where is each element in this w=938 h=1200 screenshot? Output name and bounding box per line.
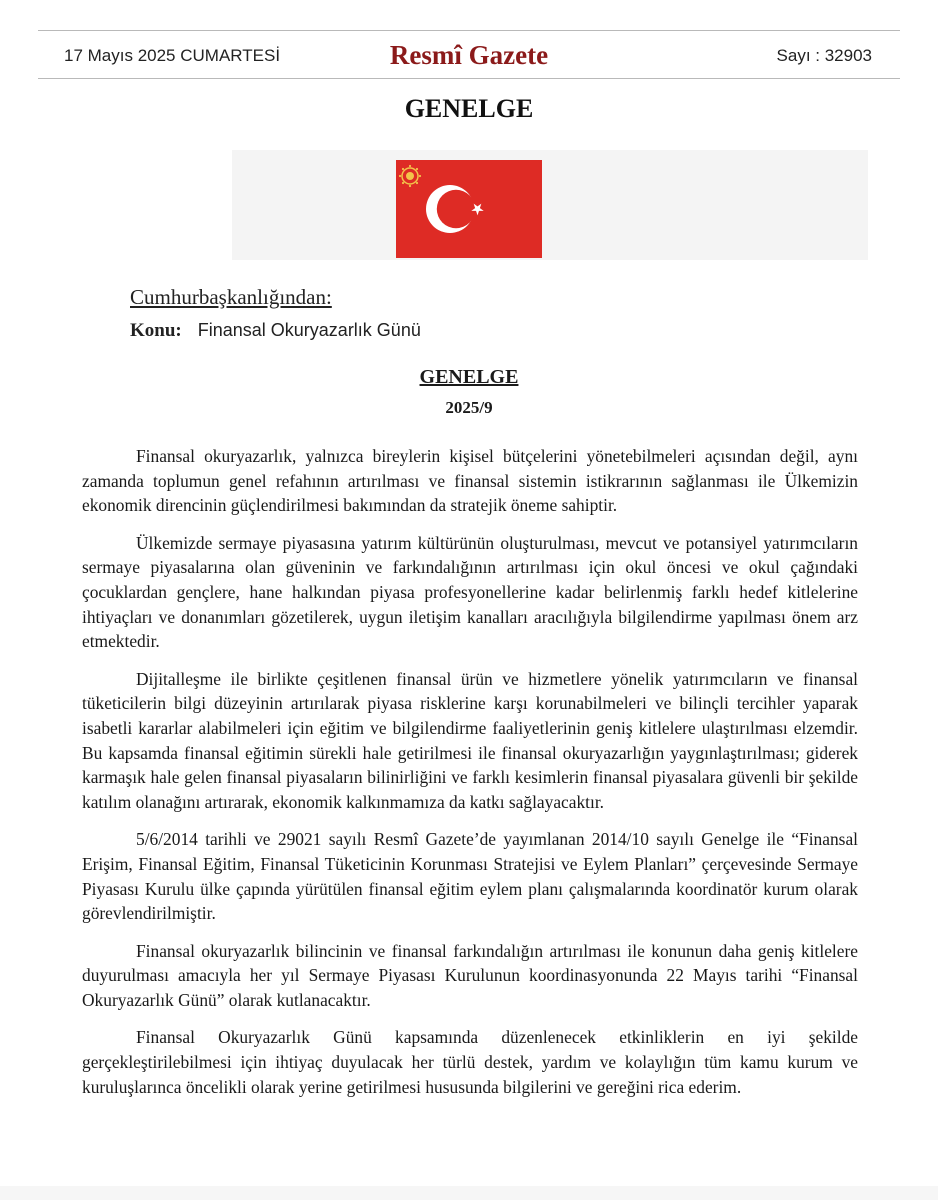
header-date: 17 Mayıs 2025 CUMARTESİ bbox=[64, 46, 281, 65]
header-issue-number: Sayı : 32903 bbox=[776, 46, 872, 65]
page-bottom-edge bbox=[0, 1186, 938, 1200]
emblem-background bbox=[232, 150, 868, 260]
header-top-rule bbox=[38, 30, 900, 31]
circular-number: 2025/9 bbox=[445, 398, 493, 417]
document-heading: GENELGE bbox=[404, 94, 534, 123]
document-body bbox=[82, 444, 858, 1112]
body-paragraph: Ülkemizde sermaye piyasasına yatırım kültürünün oluşturulması, mevcut ve potansiyel yatırımcıların sermaye piyasalarına olan güveninin ve farkındalığının artırılması için okul öncesi ve okul çağındaki çocuklardan gençlere, hane halkından piyasa profesyonellerine kadar belirlenmiş farklı hedef kitlelerine ihtiyaçları ve donanımları gözetilerek, uygun iletişim kanalları aracılığıyla bilgilendirme yapılması önem arz etmektedir. bbox=[82, 532, 858, 652]
gazette-title: Resmî Gazete bbox=[389, 40, 549, 70]
body-paragraph: Dijitalleşme ile birlikte çeşitlenen finansal ürün ve hizmetlere yönelik yatırımcıların ve finansal tüketicilerin bilgi düzeyinin artırılarak piyasa risklerine karşı korunabilmeleri ve bilinçli tercihler yaparak isabetli kararlar alabilmeleri için eğitim ve bilgilendirme faaliyetlerinin geniş kitlelere ulaştırılması elzemdir. Bu kapsamda finansal eğitimin sürekli hale getirilmesi ile finansal okuryazarlığın yaygınlaştırılması; giderek karmaşık hale gelen finansal piyasaların bilinirliğini ve farklı kesimlerin finansal piyasalara güvenli bir şekilde katılım olanağını artırarak, ekonomik kalkınmamıza da katkı sağlayacaktır. bbox=[82, 668, 858, 812]
subject-label: Konu: bbox=[130, 320, 182, 341]
body-paragraph: Finansal okuryazarlık, yalnızca bireylerin kişisel bütçelerini yönetebilmeleri açısından değil, aynı zamanda toplumun genel refahının artırılması ve finansal sistemin istikrarının sağlanması ile Ülkemizin ekonomik direncinin güçlendirilmesi bakımından da stratejik öneme sahiptir. bbox=[82, 446, 858, 516]
presidential-seal-icon bbox=[399, 165, 421, 187]
body-paragraph: 5/6/2014 tarihli ve 29021 sayılı Resmî Gazete’de yayımlanan 2014/10 sayılı Genelge ile “Finansal Erişim, Finansal Eğitim, Finansal Tüketicinin Korunması Stratejisi ve Eylem Planları” çerçevesinde Sermaye Piyasası Kurulu ülke çapında yürütülen finansal eğitim eylem planı çalışmalarında koordinatör kurum olarak görevlendirilmiştir. bbox=[82, 829, 858, 924]
turkish-flag-graphic bbox=[396, 160, 542, 258]
header-bottom-rule bbox=[38, 78, 900, 79]
body-paragraph: Finansal Okuryazarlık Günü kapsamında düzenlenecek etkinliklerin en iyi şekilde gerçekleştirilebilmesi için ihtiyaç duyulacak her türlü destek, yardım ve kolaylığın tüm kamu kurum ve kuruluşlarınca öncelikli olarak yerine getirilmesi hususunda bilgilerini ve gereğini rica ederim. bbox=[82, 1027, 858, 1097]
body-paragraph: Finansal okuryazarlık bilincinin ve finansal farkındalığın artırılması ile konunun daha geniş kitlelere duyurulması amacıyla her yıl Sermaye Piyasası Kurulunun koordinasyonunda 22 Mayıs tarihi “Finansal Okuryazarlık Günü” olarak kutlanacaktır. bbox=[82, 940, 858, 1010]
turkish-flag-icon bbox=[396, 160, 542, 258]
circular-title: GENELGE bbox=[419, 366, 519, 388]
subject-line bbox=[130, 320, 421, 342]
subject-value: Finansal Okuryazarlık Günü bbox=[197, 320, 421, 340]
issuer-line: Cumhurbaşkanlığından: bbox=[130, 285, 332, 309]
